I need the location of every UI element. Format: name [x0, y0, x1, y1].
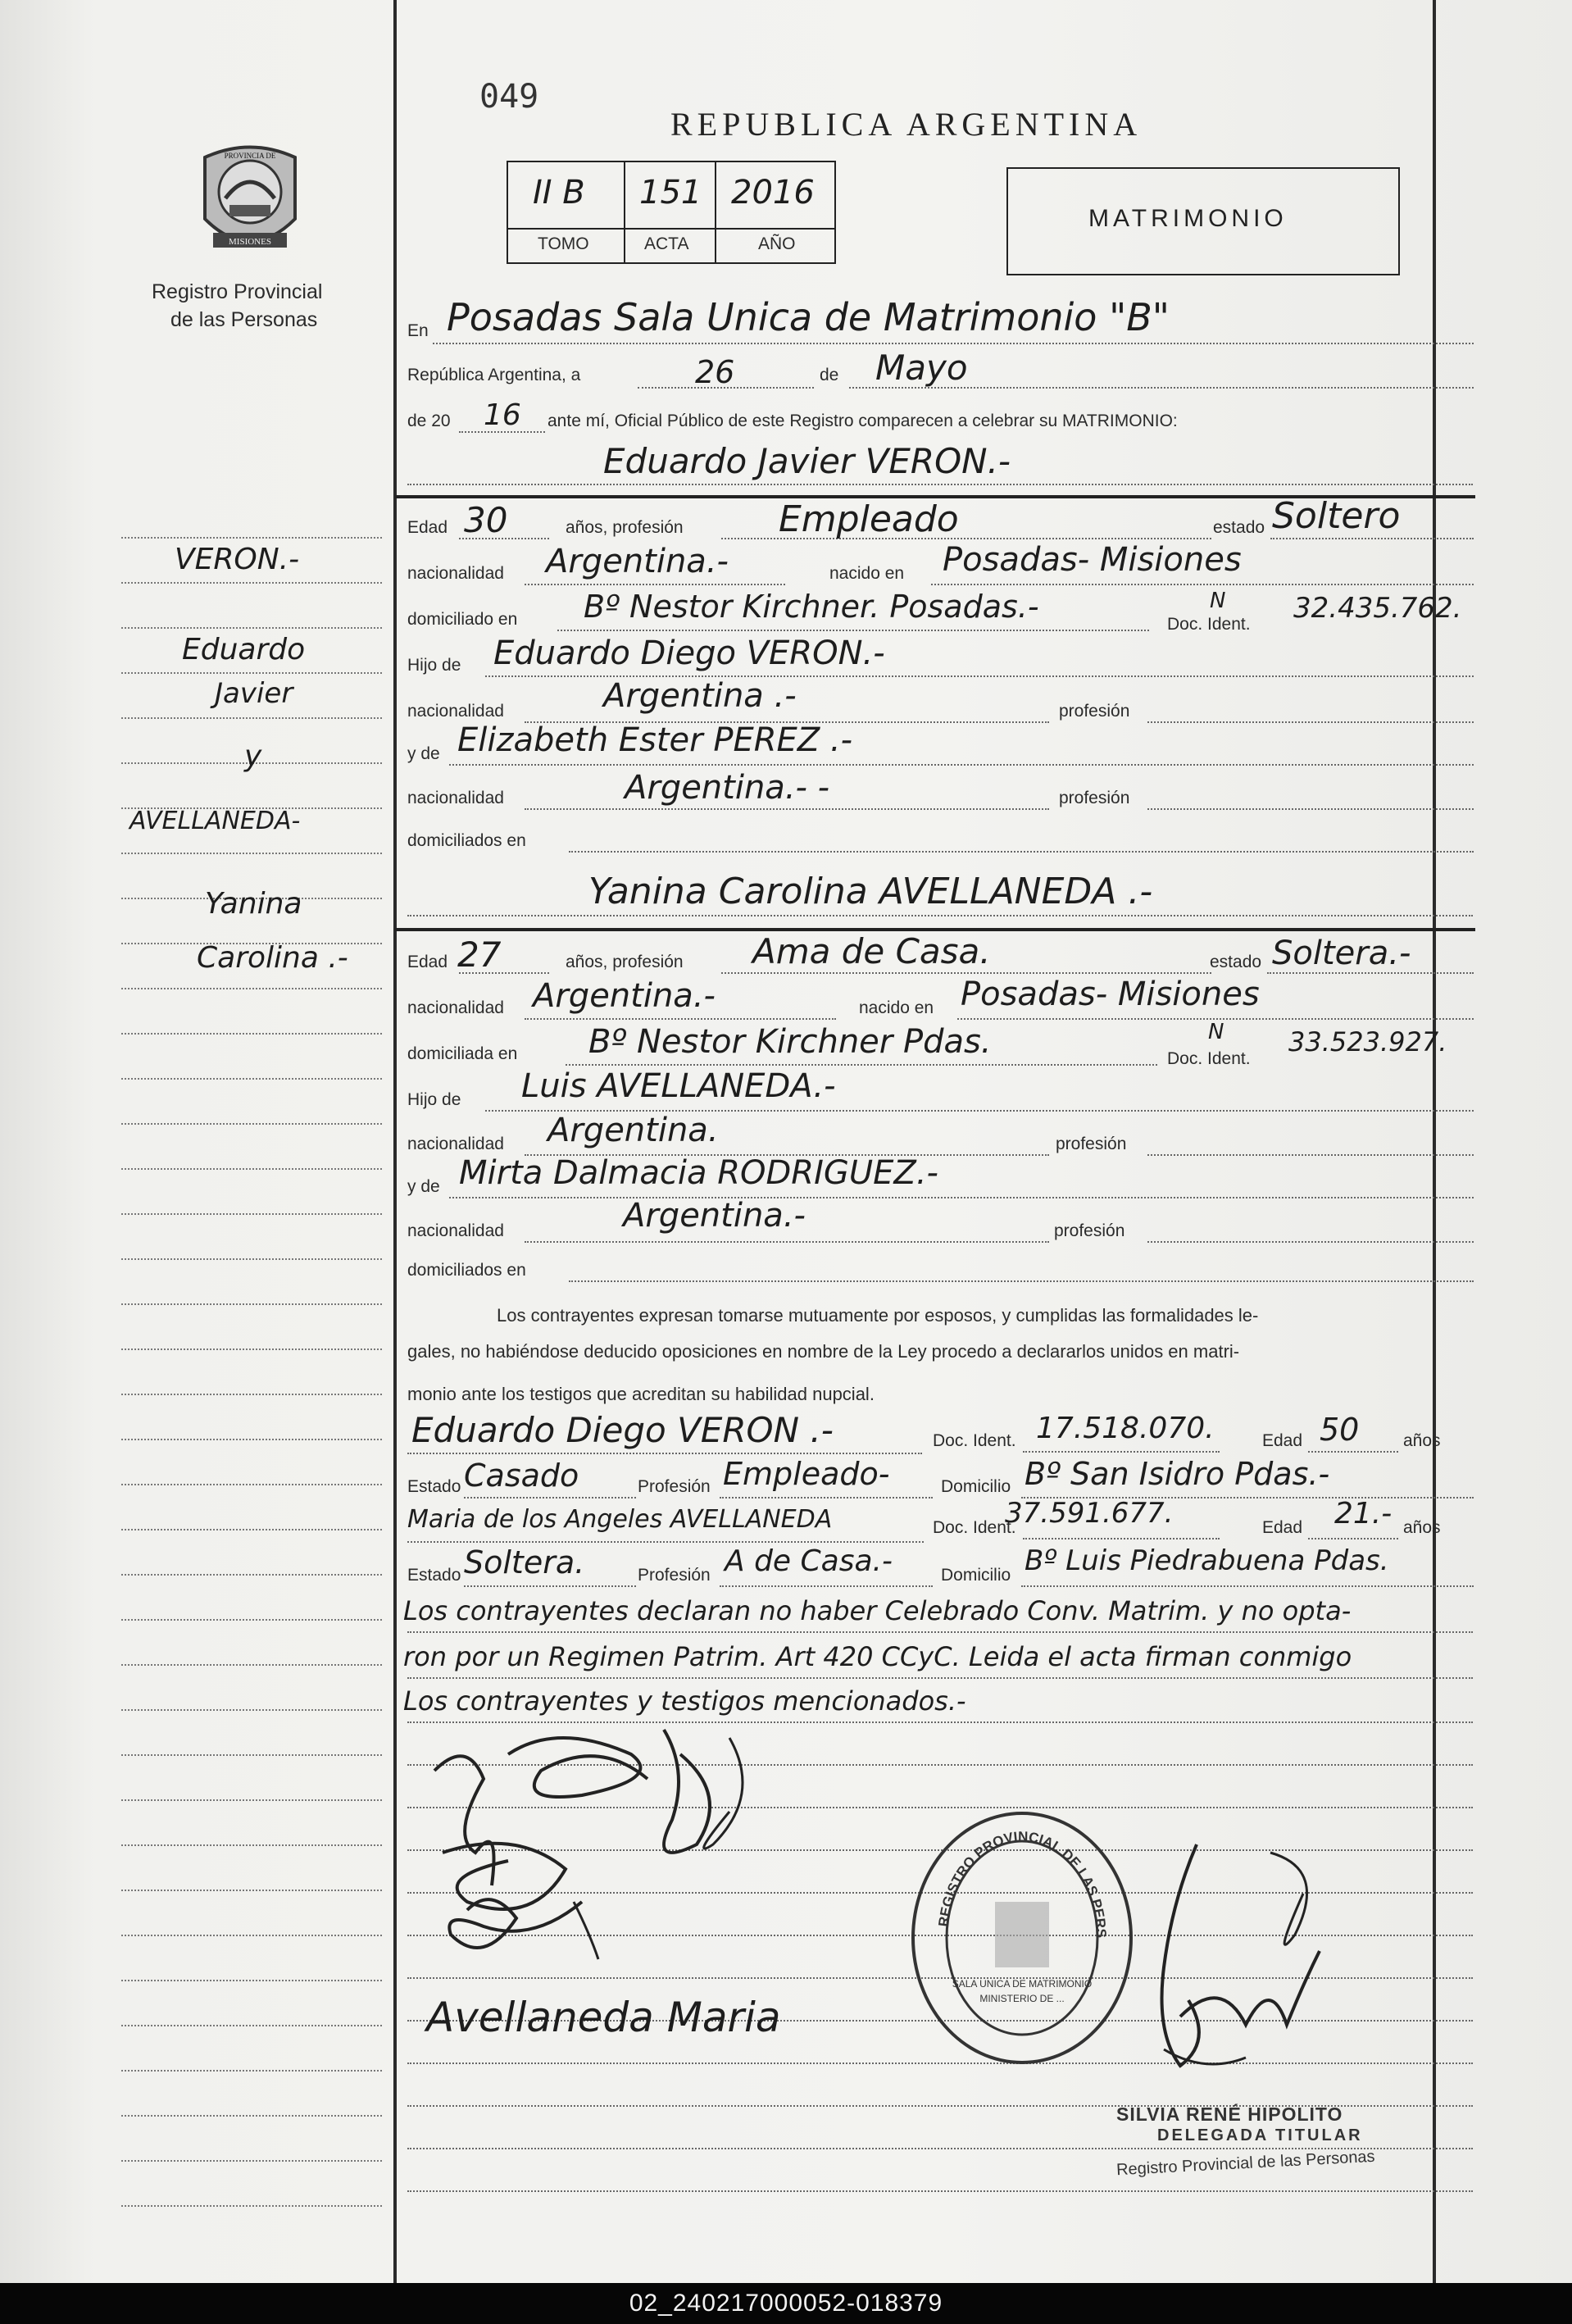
witness1-profession: Empleado-	[723, 1456, 890, 1492]
groom-doc-mark: N	[1210, 589, 1226, 613]
bride-dom-label: domiciliada en	[407, 1044, 518, 1063]
groom-mother-nationality: Argentina.- -	[625, 769, 830, 807]
svg-text:MISIONES: MISIONES	[229, 237, 271, 247]
ceremony-place: Posadas Sala Unica de Matrimonio "B"	[447, 295, 1170, 339]
groom-address: Bº Nestor Kirchner. Posadas.-	[584, 589, 1039, 625]
witness2-doc: 37.591.677.	[1005, 1497, 1174, 1530]
witness1-prof-label: Profesión	[638, 1477, 711, 1496]
doc-type-title: MATRIMONIO	[1088, 205, 1288, 232]
svg-text:REGISTRO PROVINCIAL DE LAS PER: REGISTRO PROVINCIAL DE LAS PERS	[935, 1828, 1110, 1939]
groom-status: Soltero	[1272, 495, 1401, 537]
acta-label: ACTA	[644, 234, 689, 253]
bride-domiciliados-label: domiciliados en	[407, 1261, 526, 1280]
groom-father-prof-label: profesión	[1059, 702, 1130, 721]
official-title: DELEGADA TITULAR	[1157, 2126, 1363, 2144]
bride-birthplace: Posadas- Misiones	[961, 976, 1260, 1013]
margin-name-5: AVELLANEDA-	[129, 807, 301, 835]
ceremony-year: 16	[484, 398, 521, 432]
tomo-value: II B	[533, 174, 585, 211]
margin-name-2: Eduardo	[182, 633, 306, 666]
bride-father-nat-label: nacionalidad	[407, 1135, 504, 1153]
bride-name: Yanina Carolina AVELLANEDA .-	[588, 871, 1153, 912]
bride-doc-number: 33.523.927.	[1288, 1026, 1447, 1057]
note-line-1: Los contrayentes declaran no haber Celebrado Conv. Matrim. y no opta-	[403, 1595, 1352, 1626]
bride-mother-prof-label: profesión	[1054, 1221, 1125, 1240]
anio-value: 2016	[731, 174, 815, 211]
bride-address: Bº Nestor Kirchner Pdas.	[588, 1023, 992, 1061]
witness1-edad-label: Edad	[1262, 1431, 1303, 1450]
bride-mother-nationality: Argentina.-	[623, 1197, 806, 1235]
witness1-dom-label: Domicilio	[941, 1477, 1011, 1496]
groom-mother: Elizabeth Ester PEREZ .-	[457, 721, 853, 759]
svg-text:PROVINCIA DE: PROVINCIA DE	[224, 152, 276, 160]
bride-yde-label: y de	[407, 1177, 440, 1196]
bride-witness-signature-text: Avellaneda Maria	[426, 1994, 781, 2041]
republica-label: República Argentina, a	[407, 366, 581, 384]
ceremony-month: Mayo	[875, 348, 968, 388]
archive-id-footer: 02_240217000052-018379	[0, 2283, 1572, 2324]
witness1-address: Bº San Isidro Pdas.-	[1025, 1456, 1330, 1492]
groom-name: Eduardo Javier VERON.-	[603, 441, 1011, 481]
groom-father-nationality: Argentina .-	[603, 677, 797, 715]
witness2-dom-label: Domicilio	[941, 1566, 1011, 1585]
bride-estado-label: estado	[1210, 953, 1262, 971]
margin-name-1: VERON.-	[175, 543, 300, 576]
groom-mother-prof-label: profesión	[1059, 789, 1130, 807]
witness2-status: Soltera.	[464, 1544, 585, 1580]
anio-label: AÑO	[758, 234, 796, 253]
note-line-3: Los contrayentes y testigos mencionados.-	[403, 1685, 966, 1717]
bride-mother-nat-label: nacionalidad	[407, 1221, 504, 1240]
year-prefix: de 20	[407, 412, 451, 430]
margin-name-6: Yanina	[205, 887, 302, 921]
groom-father: Eduardo Diego VERON.-	[493, 634, 885, 672]
registry-name-line1: Registro Provincial	[152, 280, 323, 303]
tomo-label: TOMO	[538, 234, 589, 253]
bride-father-prof-label: profesión	[1056, 1135, 1127, 1153]
witness1-status: Casado	[464, 1458, 579, 1494]
witness2-doc-label: Doc. Ident.	[933, 1518, 1016, 1537]
witness1-doc: 17.518.070.	[1036, 1412, 1215, 1445]
folio-number: 049	[479, 78, 539, 116]
witness1-anos-label: años	[1403, 1431, 1441, 1450]
bride-mother: Mirta Dalmacia RODRIGUEZ.-	[459, 1154, 938, 1192]
ante-mi-text: ante mí, Oficial Público de este Registro comparecen a celebrar su MATRIMONIO:	[547, 412, 1178, 430]
margin-name-7: Carolina .-	[197, 941, 348, 975]
country-heading: REPUBLICA ARGENTINA	[670, 106, 1143, 143]
bride-nac-label: nacionalidad	[407, 998, 504, 1017]
bride-doc-mark: N	[1208, 1020, 1224, 1044]
declaration-line1: Los contrayentes expresan tomarse mutuamente por esposos, y cumplidas las formalidades le-	[497, 1305, 1259, 1326]
witness1-estado-label: Estado	[407, 1477, 461, 1496]
bride-hijo-label: Hijo de	[407, 1090, 461, 1109]
groom-anos-label: años, profesión	[566, 518, 684, 537]
official-office: Registro Provincial de las Personas	[1115, 2147, 1376, 2180]
bride-profession: Ama de Casa.	[752, 931, 991, 971]
groom-birthplace: Posadas- Misiones	[943, 541, 1242, 579]
witness2-profession: A de Casa.-	[725, 1544, 893, 1578]
declaration-line3: monio ante los testigos que acreditan su habilidad nupcial.	[407, 1384, 875, 1404]
official-signature-icon	[1082, 1836, 1328, 2099]
groom-father-nat-label: nacionalidad	[407, 702, 504, 721]
groom-mother-nat-label: nacionalidad	[407, 789, 504, 807]
margin-name-4: y	[244, 739, 262, 773]
groom-age: 30	[464, 500, 508, 540]
svg-text:SALA UNICA DE MATRIMONIO: SALA UNICA DE MATRIMONIO	[952, 1978, 1093, 1990]
bride-status: Soltera.-	[1272, 935, 1411, 972]
note-line-2: ron por un Regimen Patrim. Art 420 CCyC. Leida el acta firman conmigo	[403, 1641, 1352, 1672]
witness2-edad-label: Edad	[1262, 1518, 1303, 1537]
acta-value: 151	[639, 174, 702, 211]
en-label: En	[407, 321, 429, 340]
declaration-line2: gales, no habiéndose deducido oposiciones en nombre de la Ley procedo a declararlos unidos en matri-	[407, 1341, 1240, 1362]
witness1-doc-label: Doc. Ident.	[933, 1431, 1016, 1450]
groom-doc-label: Doc. Ident.	[1167, 615, 1251, 634]
groom-nacido-label: nacido en	[829, 564, 905, 583]
bride-anos-label: años, profesión	[566, 953, 684, 971]
witness2-address: Bº Luis Piedrabuena Pdas.	[1025, 1544, 1389, 1577]
ceremony-day: 26	[695, 354, 735, 390]
groom-estado-label: estado	[1213, 518, 1265, 537]
witness2-name: Maria de los Angeles AVELLANEDA	[407, 1505, 833, 1534]
groom-profession: Empleado	[779, 498, 959, 540]
left-vertical-rule	[393, 0, 397, 2283]
de-label: de	[820, 366, 839, 384]
witness2-estado-label: Estado	[407, 1566, 461, 1585]
groom-nac-label: nacionalidad	[407, 564, 504, 583]
bride-doc-label: Doc. Ident.	[1167, 1049, 1251, 1068]
groom-nationality: Argentina.-	[546, 543, 729, 580]
witness2-age: 21.-	[1334, 1497, 1393, 1530]
bride-edad-label: Edad	[407, 953, 448, 971]
groom-domiciliados-label: domiciliados en	[407, 831, 526, 850]
groom-edad-label: Edad	[407, 518, 448, 537]
svg-text:MINISTERIO DE ...: MINISTERIO DE ...	[979, 1993, 1065, 2004]
witness1-age: 50	[1320, 1412, 1360, 1448]
registry-name-line2: de las Personas	[170, 308, 318, 331]
bride-nacido-label: nacido en	[859, 998, 934, 1017]
groom-doc-number: 32.435.762.	[1293, 592, 1462, 625]
groom-dom-label: domiciliado en	[407, 610, 518, 629]
bride-father: Luis AVELLANEDA.-	[521, 1067, 836, 1105]
province-seal-icon	[197, 141, 303, 264]
witness2-anos-label: años	[1403, 1518, 1441, 1537]
bride-nationality: Argentina.-	[533, 977, 716, 1015]
margin-name-3: Javier	[215, 677, 293, 710]
bride-age: 27	[457, 935, 502, 975]
groom-hijo-label: Hijo de	[407, 656, 461, 675]
witness1-name: Eduardo Diego VERON .-	[411, 1410, 834, 1450]
witness2-prof-label: Profesión	[638, 1566, 711, 1585]
header-table-divider	[507, 228, 836, 230]
groom-yde-label: y de	[407, 744, 440, 763]
official-name: SILVIA RENÉ HIPOLITO	[1116, 2103, 1343, 2125]
bride-father-nationality: Argentina.	[547, 1112, 719, 1149]
